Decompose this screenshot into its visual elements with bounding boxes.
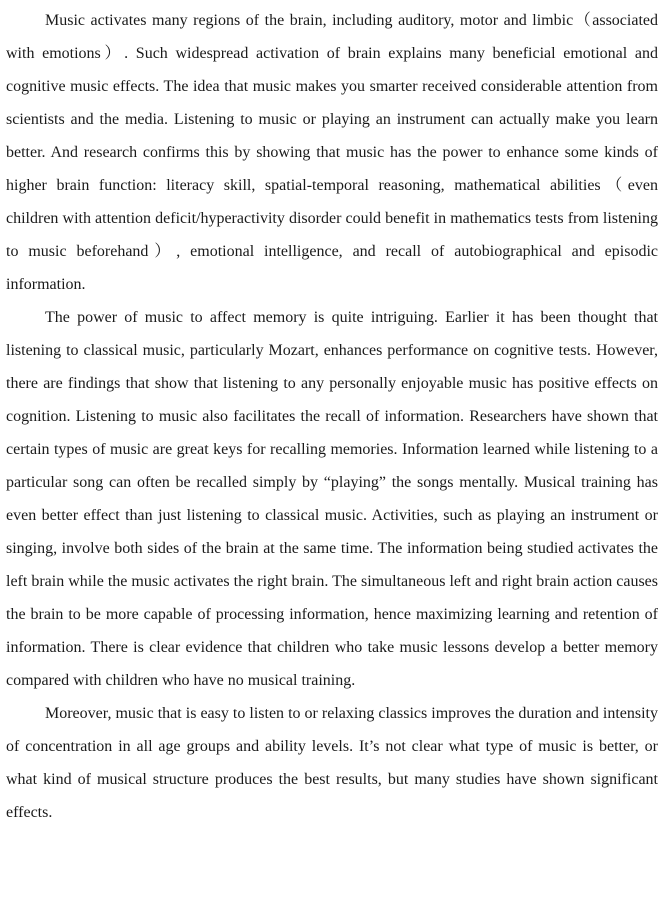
article-body (6, 4, 658, 829)
paragraph-2: The power of music to affect memory is quite intriguing. Earlier it has been thought that listening to classical music, particularly Mozart, enhances performance on cognitive tests. However, there are findings that show that listening to any personally enjoyable music has positive effects on cognition. Listening to music also facilitates the recall of information. Researchers have shown that certain types of music are great keys for recalling memories. Information learned while listening to a particular song can often be recalled simply by “playing” the songs mentally. Musical training has even better effect than just listening to classical music. Activities, such as playing an instrument or singing, involve both sides of the brain at the same time. The information being studied activates the left brain while the music activates the right brain. The simultaneous left and right brain action causes the brain to be more capable of processing information, hence maximizing learning and retention of information. There is clear evidence that children who take music lessons develop a better memory compared with children who have no musical training. (6, 309, 658, 689)
paragraph-1: Music activates many regions of the brain, including auditory, motor and limbic（associated with emotions）. Such widespread activation of brain explains many beneficial emotional and cognitive music effects. The idea that music makes you smarter received considerable attention from scientists and the media. Listening to music or playing an instrument can actually make you learn better. And research confirms this by showing that music has the power to enhance some kinds of higher brain function: literacy skill, spatial-temporal reasoning, mathematical abilities（even children with attention deficit/hyperactivity disorder could benefit in mathematics tests from listening to music beforehand）, emotional intelligence, and recall of autobiographical and episodic information. (6, 12, 658, 293)
paragraph-3: Moreover, music that is easy to listen to or relaxing classics improves the duration and intensity of concentration in all age groups and ability levels. It’s not clear what type of music is better, or what kind of musical structure produces the best results, but many studies have shown significant effects. (6, 705, 658, 821)
